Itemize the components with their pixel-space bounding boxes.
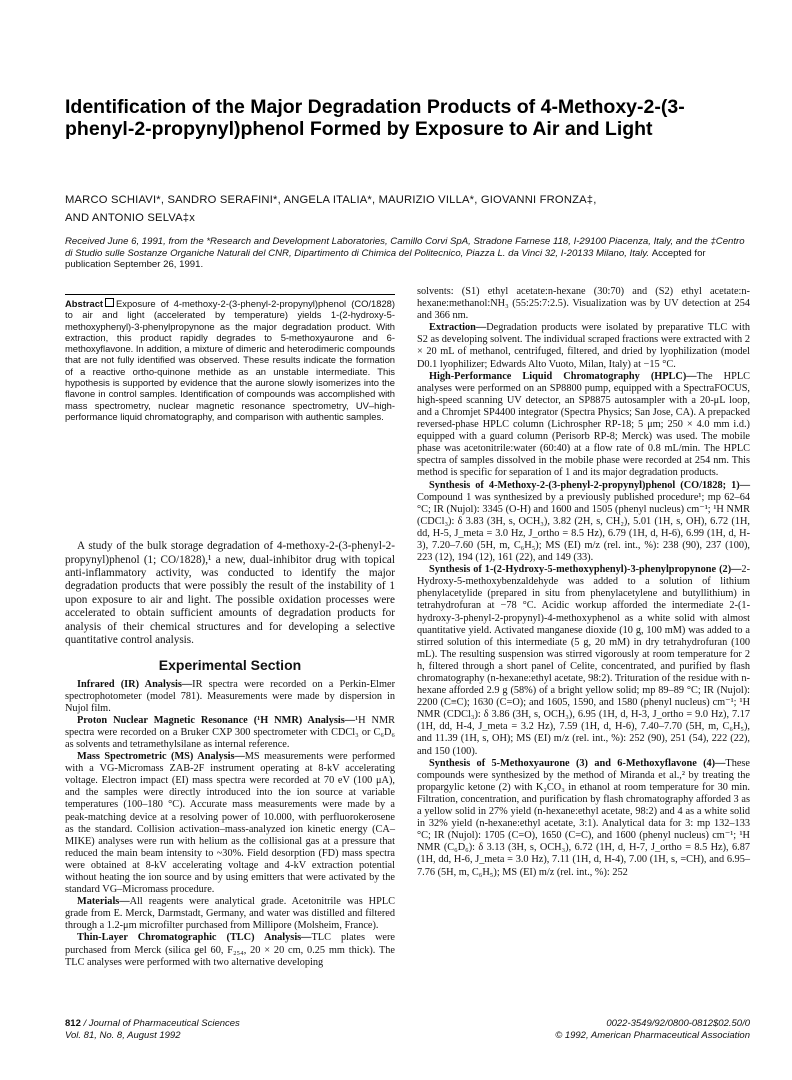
received-text: Received June 6, 1991, from the *Research and Development Laboratories, Camillo Corvi SpA, Stradone Farnese 118, I-29100 Piacenza, Italy, and the ‡Centro di Studio sulle Sostanze Organiche Naturali del CNR, Dipartimento di Chimica del Politecnico, Piazza L. da Vinci 32, I-20133 Milano, Italy.: [65, 236, 745, 259]
paragraph: [417, 758, 750, 879]
paragraph: [417, 480, 750, 565]
paragraph-text: IR spectra were recorded on a Perkin-Elmer spectrophotometer (model 781). Measurements were made by dispersion in Nujol film.: [65, 678, 395, 714]
paragraph-text: These compounds were synthesized by the method of Miranda et al.,² by treating the propargylic ketone (2) with K₂CO₃ in ethanol at room temperature for 30 min. Filtration, concentration, and purification by flash chromatography afforded 3 as a yellow solid in 27% yield (n-hexane:ethyl acetate, 98:2) and 4 as a white solid in 32% yield (n-hexane:ethyl acetate, 3:1). Analytical data for 3: mp 132–133 °C; IR (Nujol): 1705 (C=O), 1650 (C=C), and 1600 (phenyl nucleus) cm⁻¹; ¹H NMR (C₆D₆): δ 3.13 (3H, s, OCH₃), 6.72 (1H, d, H-7, J_ortho = 8.5 Hz), 6.87 (1H, dd, H-6, J_meta = 3.0 Hz), 7.11 (1H, d, H-4), 7.00 (1H, s, =CH), and 6.95–7.76 (5H, m, C₆H₅); MS (EI) m/z (rel. int., %): 252: [417, 757, 750, 878]
paragraph-heading: Infrared (IR) Analysis—: [77, 678, 193, 690]
paragraph-heading: Synthesis of 4-Methoxy-2-(3-phenyl-2-propynyl)phenol (CO/1828; 1)—: [429, 479, 750, 491]
paragraph: [65, 751, 395, 896]
box-icon: [105, 298, 114, 307]
volume-info: Vol. 81, No. 8, August 1992: [65, 1030, 181, 1041]
paragraph-text: 2-Hydroxy-5-methoxybenzaldehyde was added to a solution of lithium phenylacetylide (prepared in situ from phenylacetylene and butyllithium) in tetrahydrofuran at −78 °C. Acidic workup afforded the intermediate 2-(1-hydroxy-3-phenyl-2-propynyl)-4-methoxyphenol as a white solid with almost quantitative yield. Activated manganese dioxide (10 g, 100 mM) was added to a stirred solution of this intermediate (5 g, 20 mM) in dry tetrahydrofuran (100 mL). The resulting suspension was stirred vigorously at room temperature for 2 h, filtered through a short panel of Celite, concentrated, and purified by flash chromatography (n-hexane:ethyl acetate, 98:2). Trituration of the residue with n-hexane afforded 2.9 g (58%) of a bright yellow solid; mp 89–89 °C; IR (Nujol): 2200 (C≡C); 1630 (C=O); and 1605, 1590, and 1580 (phenyl nucleus) cm⁻¹; ¹H NMR (CDCl₃): δ 3.86 (3H, s, OCH₃), 6.95 (1H, d, H-3, J_ortho = 9.0 Hz), 7.17 (1H, dd, H-4, J_meta = 3.2 Hz), 7.59 (1H, d, H-6), 7.40–7.70 (5H, m, C₆H₅), and 11.39 (1H, s, OH); MS (EI) m/z (rel. int., %): 252 (90), 251 (54), 222 (22), and 150 (100).: [417, 564, 750, 757]
received-note: [65, 236, 750, 271]
left-column: [65, 294, 395, 969]
journal-name: / Journal of Pharmaceutical Sciences: [83, 1018, 240, 1029]
footer-left: [65, 1018, 240, 1042]
paragraph-text: All reagents were analytical grade. Acetonitrile was HPLC grade from E. Merck, Darmstadt, Germany, and water was distilled and filtered through a 1.2-μm microfilter purchased from Millipore (Molsheim, France).: [65, 896, 395, 932]
experimental-left: [65, 679, 395, 969]
author-line-1: MARCO SCHIAVI*, SANDRO SERAFINI*, ANGELA ITALIA*, MAURIZIO VILLA*, GIOVANNI FRONZA‡,: [65, 194, 597, 206]
experimental-right: [417, 286, 750, 879]
paragraph: [65, 679, 395, 715]
abstract-text: Exposure of 4-methoxy-2-(3-phenyl-2-propynyl)phenol (CO/1828) to air and light (accelerated by temperature) yields 1-(2-hydroxy-5-methoxyphenyl)-3-phenylpropynone as the major degradation product. With extraction, this product rapidly degrades to 5-methoxyaurone and 6-methoxyflavone. In addition, a mixture of dimeric and heterodimeric compounds that are not fully identified was observed. These results indicate the formation of a reactive ortho-quinone methide as an unstable intermediate. This hypothesis is supported by evidence that the aurone slowly isomerizes into the flavone in control samples. Identification of compounds was accomplished with mass spectrometry, nuclear magnetic resonance spectrometry, UV–high-performance liquid chromatography, and comparison with authentic samples.: [65, 298, 395, 422]
paragraph-heading: Mass Spectrometric (MS) Analysis—: [77, 751, 245, 763]
author-line-2: AND ANTONIO SELVA‡x: [65, 212, 196, 224]
article-title: Identification of the Major Degradation Products of 4-Methoxy-2-(3-phenyl-2-propynyl)phenol Formed by Exposure to Air and Light: [65, 96, 685, 140]
paragraph-text: ¹H NMR spectra were recorded on a Bruker CXP 300 spectrometer with CDCl₃ or C₆D₆ as solvents and tetramethylsilane as internal reference.: [65, 714, 395, 750]
paragraph-text: Degradation products were isolated by preparative TLC with S2 as developing solvent. The individual scraped fractions were extracted with 2 × 20 mL of methanol, centrifuged, filtered, and dried by lyophilization (model D0.1 lyophilizer; Edwards Alto Vuoto, Milan, Italy) at −15 °C.: [417, 322, 750, 370]
paragraph: [65, 896, 395, 932]
paragraph-heading: Thin-Layer Chromatographic (TLC) Analysis—: [77, 932, 312, 944]
abstract-block: [65, 294, 395, 422]
author-list: [65, 191, 755, 227]
paragraph: [417, 371, 750, 480]
paragraph: [417, 322, 750, 370]
paragraph-text: MS measurements were performed with a VG-Micromass ZAB-2F instrument operating at 8-kV accelerating voltage. Electron impact (EI) mass spectra were recorded at 70 eV (100 μA), and the samples were directly introduced into the ion source at variable temperatures (100–180 °C). Accurate mass measurements were made by a peak-matching device at a resolving power of 10.000, with perfluorokerosene as the standard. Collision activation–mass-analyzed ion kinetic energy (CA–MIKE) analyses were run with helium as the collisional gas at a pressure that reduced the main beam intensity to ~30%. Field desorption (FD) mass spectra were obtained at 8-kV accelerating voltage and 4-kV extraction potential without heating the ion source and by using emitters that were activated by the standard VG–Micromass procedure.: [65, 751, 395, 896]
copyright-line: © 1992, American Pharmaceutical Association: [555, 1030, 750, 1041]
paragraph-heading: Synthesis of 1-(2-Hydroxy-5-methoxyphenyl)-3-phenylpropynone (2)—: [429, 564, 742, 576]
paragraph: [65, 932, 395, 968]
section-heading: Experimental Section: [158, 656, 302, 673]
paragraph-text: solvents: (S1) ethyl acetate:n-hexane (30:70) and (S2) ethyl acetate:n-hexane:methanol:NH₃ (55:25:7:2.5). Visualization was by UV detection at 254 and 366 nm.: [417, 286, 750, 322]
page-number: 812: [65, 1018, 81, 1029]
article-code: 0022-3549/92/0800-0812$02.50/0: [606, 1018, 750, 1029]
footer-right: [555, 1018, 750, 1042]
paragraph-heading: Materials—: [77, 896, 130, 908]
paragraph: [417, 286, 750, 322]
paragraph: [65, 715, 395, 751]
introduction: [65, 540, 395, 647]
paragraph-text: TLC plates were purchased from Merck (silica gel 60, F₂₅₄, 20 × 20 cm, 0.25 mm thick). The TLC analyses were performed with two alternative developing: [65, 932, 395, 968]
accepted-text: Accepted for publication September 26, 1991.: [65, 247, 706, 270]
intro-paragraph: A study of the bulk storage degradation of 4-methoxy-2-(3-phenyl-2-propynyl)phenol (1; CO/1828),¹ a new, dual-inhibitor drug with topical anti-inflammatory activity, was conducted to identify the major degradation products that were possibly the result of the instability of 1 upon exposure to air and light. The possible oxidation processes were accelerated to obtain sufficient amounts of degradation products for analysis of their chemical structures and for developing a selective quantitative control analysis.: [65, 540, 395, 647]
paragraph-text: The HPLC analyses were performed on an SP8800 pump, equipped with a SpectraFOCUS, high-speed scanning UV detector, an SP8875 autosampler with a 20-μL loop, and a Chromjet SP4400 integrator (Spectra Physics; San Jose, CA). A prepacked reversed-phase HPLC column (Lichrospher RP-18; 5 μm; 250 × 4.0 mm i.d.) equipped with a guard column (Perisorb RP-8; Merck) was used. The mobile phase was acetonitrile:water (60:40) at a flow rate of 0.8 mL/min. The HPLC spectra of samples dissolved in the mobile phase were recorded at 254 nm. This method is specific for separation of 1 and its major degradation products.: [417, 370, 751, 479]
paragraph: [417, 564, 750, 758]
right-column: [417, 286, 750, 879]
paragraph-heading: Synthesis of 5-Methoxyaurone (3) and 6-Methoxyflavone (4)—: [429, 757, 726, 769]
abstract-label: Abstract: [65, 298, 104, 309]
paragraph-heading: Extraction—: [429, 322, 487, 334]
paragraph-text: Compound 1 was synthesized by a previously published procedure¹; mp 62–64 °C; IR (Nujol): 3345 (O-H) and 1600 and 1505 (phenyl nucleus) cm⁻¹; ¹H NMR (CDCl₃): δ 3.83 (3H, s, OCH₃), 3.82 (2H, s, CH₂), 5.01 (1H, s, OH), 6.72 (1H, dd, H-5, J_meta = 3.0 Hz, J_ortho = 8.5 Hz), 6.79 (1H, d, H-6), 6.99 (1H, d, H-3), 7.20–7.60 (5H, m, C₆H₅); MS (EI) m/z (rel. int., %): 238 (90), 237 (100), 223 (12), 194 (12), 161 (22), and 149 (33).: [417, 491, 750, 564]
paragraph-heading: High-Performance Liquid Chromatography (HPLC)—: [429, 370, 697, 382]
paragraph-heading: Proton Nuclear Magnetic Resonance (¹H NMR) Analysis—: [77, 714, 356, 726]
